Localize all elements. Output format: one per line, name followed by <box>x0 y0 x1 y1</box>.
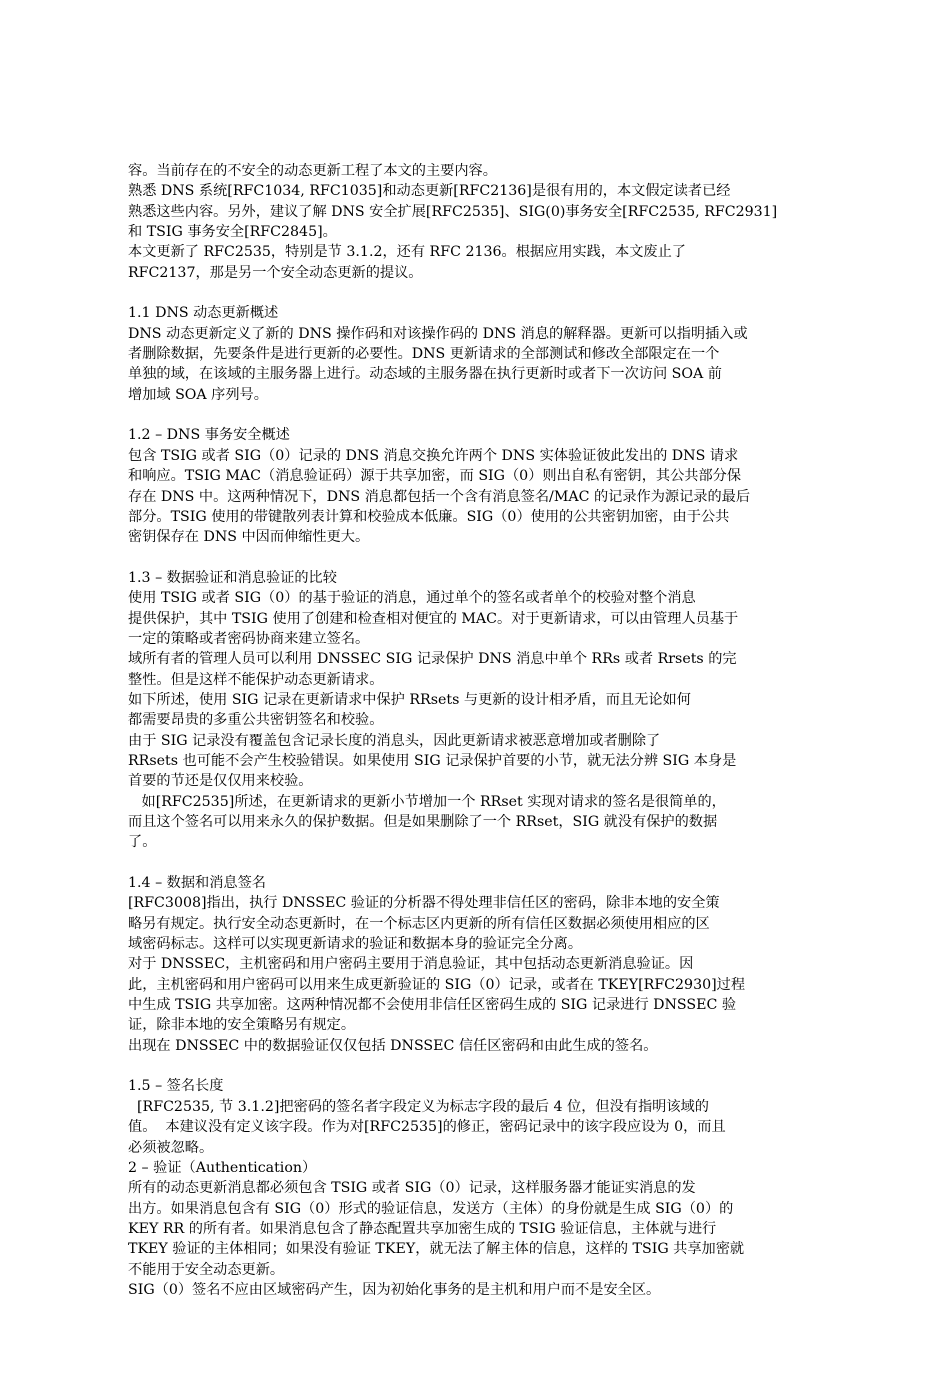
text-line: 1.2 – DNS 事务安全概述 <box>128 427 290 444</box>
text-line: SIG（0）签名不应由区域密码产生，因为初始化事务的是主机和用户而不是安全区。 <box>128 1281 661 1298</box>
text-line: 所有的动态更新消息都必须包含 TSIG 或者 SIG（0）记录，这样服务器才能证实消息的发 <box>128 1180 696 1197</box>
blank-line <box>128 548 843 568</box>
text-line: 值。 本建议没有定义该字段。作为对[RFC2535]的修正，密码记录中的该字段应设为 0，而且 <box>128 1119 726 1136</box>
text-line: TKEY 验证的主体相同；如果没有验证 TKEY，就无法了解主体的信息，这样的 TSIG 共享加密就 <box>128 1241 745 1258</box>
text-line: 单独的域，在该域的主服务器上进行。动态域的主服务器在执行更新时或者下一次访问 SOA 前 <box>128 366 722 383</box>
blank-line <box>128 853 843 873</box>
text-line: 增加域 SOA 序列号。 <box>128 386 268 403</box>
text-line: 整性。但是这样不能保护动态更新请求。 <box>128 671 384 688</box>
text-line: 存在 DNS 中。这两种情况下，DNS 消息都包括一个含有消息签名/MAC 的记录作为源记录的最后 <box>128 488 751 505</box>
text-line: DNS 动态更新定义了新的 DNS 操作码和对该操作码的 DNS 消息的解释器。更新可以指明插入或 <box>128 325 748 342</box>
text-line: 1.5 – 签名长度 <box>128 1078 224 1095</box>
blank-line <box>128 1056 843 1076</box>
text-line: 者删除数据，先要条件是进行更新的必要性。DNS 更新请求的全部测试和修改全部限定在一个 <box>128 346 720 363</box>
text-line: RFC2137，那是另一个安全动态更新的提议。 <box>128 264 423 281</box>
text-line: 1.1 DNS 动态更新概述 <box>128 305 279 322</box>
text-line: 此，主机密码和用户密码可以用来生成更新验证的 SIG（0）记录，或者在 TKEY[RFC2930]过程 <box>128 976 746 993</box>
text-line: 一定的策略或者密码协商来建立签名。 <box>128 630 370 647</box>
text-line: [RFC2535, 节 3.1.2]把密码的签名者字段定义为标志字段的最后 4 位，但没有指明该域的 <box>128 1098 709 1115</box>
text-line: 和响应。TSIG MAC（消息验证码）源于共享加密，而 SIG（0）则出自私有密钥，其公共部分保 <box>128 468 742 485</box>
text-line: 如下所述，使用 SIG 记录在更新请求中保护 RRsets 与更新的设计相矛盾，而且无论如何 <box>128 691 691 708</box>
text-line: 1.3 – 数据验证和消息验证的比较 <box>128 569 337 586</box>
text-line: 熟悉 DNS 系统[RFC1034, RFC1035]和动态更新[RFC2136]是很有用的，本文假定读者已经 <box>128 183 731 200</box>
blank-line <box>128 283 843 303</box>
text-line: 提供保护，其中 TSIG 使用了创建和检查相对便宜的 MAC。对于更新请求，可以由管理人员基于 <box>128 610 739 627</box>
text-line: 包含 TSIG 或者 SIG（0）记录的 DNS 消息交换允许两个 DNS 实体验证彼此发出的 DNS 请求 <box>128 447 739 464</box>
text-line: 由于 SIG 记录没有覆盖包含记录长度的消息头，因此更新请求被恶意增加或者删除了 <box>128 732 661 749</box>
text-line: 而且这个签名可以用来永久的保护数据。但是如果删除了一个 RRset，SIG 就没有保护的数据 <box>128 814 718 830</box>
text-line: 2 – 验证（Authentication） <box>128 1159 317 1176</box>
text-line: 不能用于安全动态更新。 <box>128 1261 285 1278</box>
text-line: 证，除非本地的安全策略另有规定。 <box>128 1017 356 1034</box>
text-line: 出方。如果消息包含有 SIG（0）形式的验证信息，发送方（主体）的身份就是生成 SIG（0）的 <box>128 1200 734 1217</box>
text-line: 中生成 TSIG 共享加密。这两种情况都不会使用非信任区密码生成的 SIG 记录进行 DNSSEC 验 <box>128 997 737 1014</box>
text-line: 熟悉这些内容。另外，建议了解 DNS 安全扩展[RFC2535]、SIG(0)事务安全[RFC2535, RFC2931] <box>128 203 778 220</box>
text-line: RRsets 也可能不会产生校验错误。如果使用 SIG 记录保护首要的小节，就无法分辨 SIG 本身是 <box>128 752 737 769</box>
text-line: 对于 DNSSEC，主机密码和用户密码主要用于消息验证，其中包括动态更新消息验证。因 <box>128 956 694 973</box>
text-line: 域密码标志。这样可以实现更新请求的验证和数据本身的验证完全分离。 <box>128 936 583 953</box>
text-line: 使用 TSIG 或者 SIG（0）的基于验证的消息，通过单个的签名或者单个的校验对整个消息 <box>128 590 696 607</box>
text-line: 都需要昂贵的多重公共密钥签名和校验。 <box>128 712 384 729</box>
text-line: 出现在 DNSSEC 中的数据验证仅仅包括 DNSSEC 信任区密码和由此生成的签名。 <box>128 1037 658 1054</box>
text-line: 部分。TSIG 使用的带键散列表计算和校验成本低廉。SIG（0）使用的公共密钥加密，由于公共 <box>128 508 730 525</box>
text-line: 密钥保存在 DNS 中因而伸缩性更大。 <box>128 529 370 546</box>
blank-line <box>128 405 843 425</box>
text-line: 和 TSIG 事务安全[RFC2845]。 <box>128 224 337 241</box>
text-line: KEY RR 的所有者。如果消息包含了静态配置共享加密生成的 TSIG 验证信息，主体就与进行 <box>128 1220 717 1237</box>
text-line: 域所有者的管理人员可以利用 DNSSEC SIG 记录保护 DNS 消息中单个 RRs 或者 Rrsets 的完 <box>128 651 737 668</box>
text-line: 必须被忽略。 <box>128 1139 214 1156</box>
text-line: 容。当前存在的不安全的动态更新工程了本文的主要内容。 <box>128 163 497 179</box>
text-line: 1.4 – 数据和消息签名 <box>128 875 266 892</box>
text-line: 首要的节还是仅仅用来校验。 <box>128 773 313 790</box>
text-line: 本文更新了 RFC2535，特别是节 3.1.2，还有 RFC 2136。根据应用实践，本文废止了 <box>128 244 686 261</box>
text-line: [RFC3008]指出，执行 DNSSEC 验证的分析器不得处理非信任区的密码，除非本地的安全策 <box>128 895 720 912</box>
text-line: 略另有规定。执行安全动态更新时，在一个标志区内更新的所有信任区数据必须使用相应的区 <box>128 915 710 932</box>
document-body <box>128 161 843 1300</box>
text-line: 如[RFC2535]所述，在更新请求的更新小节增加一个 RRset 实现对请求的签名是很简单的， <box>128 793 726 810</box>
text-line: 了。 <box>128 834 157 851</box>
